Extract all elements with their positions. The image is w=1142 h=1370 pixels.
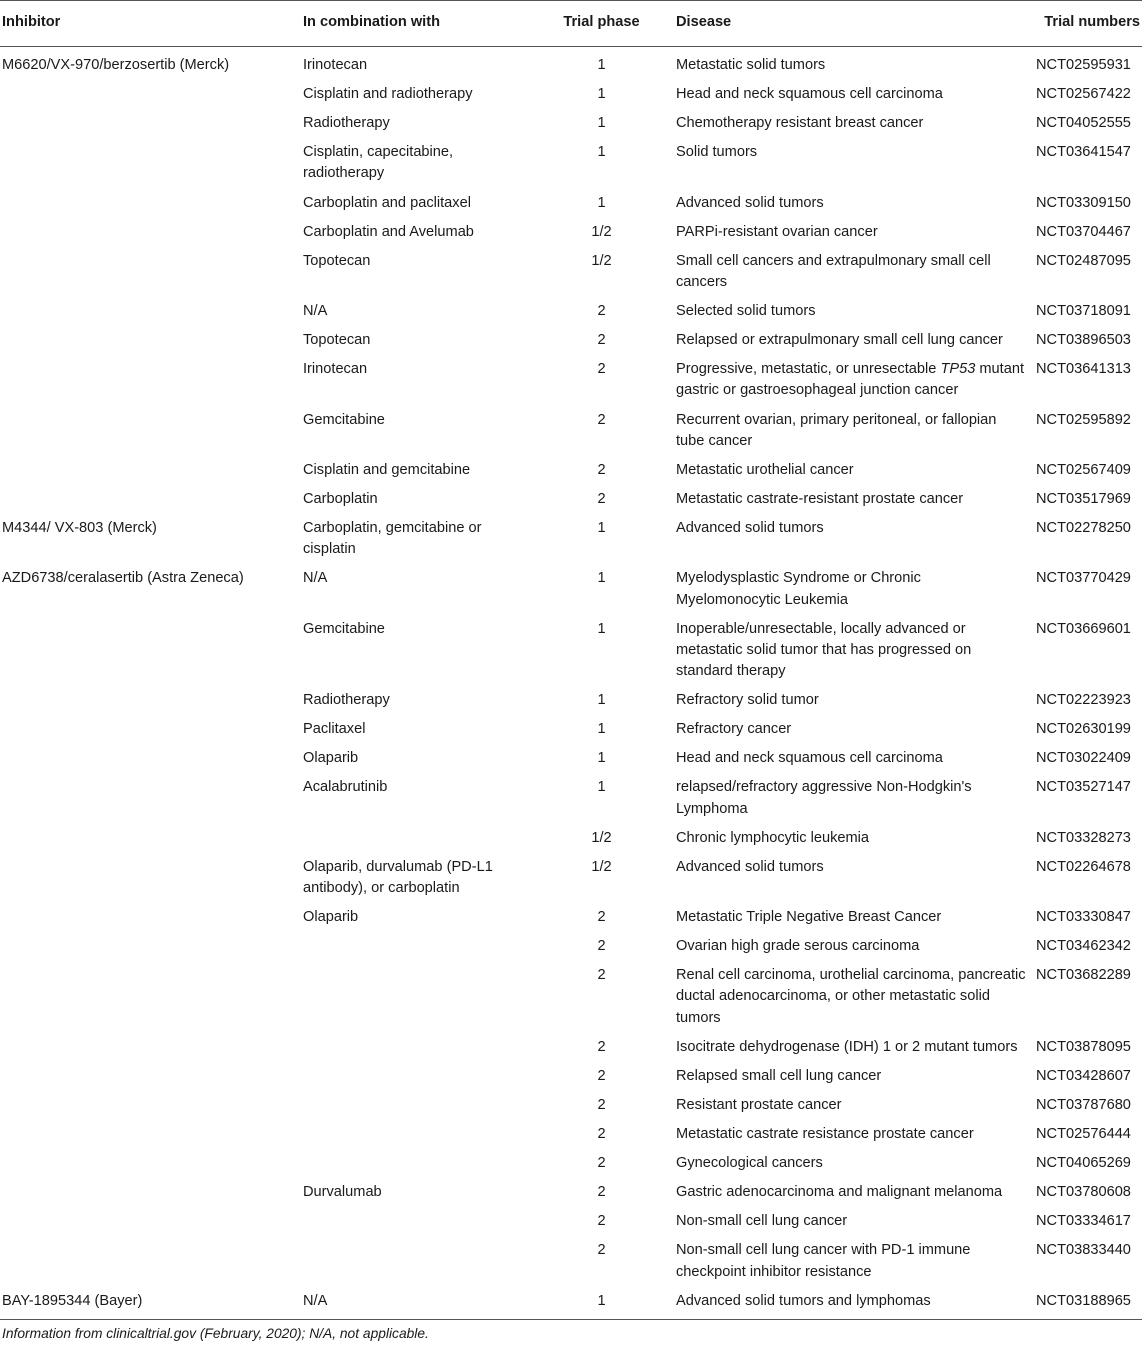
disease-cell: Resistant prostate cancer: [676, 1096, 842, 1113]
table-row: [0, 456, 1142, 485]
trial-number-cell: NCT03188965: [1036, 1287, 1142, 1320]
table-row: [0, 715, 1142, 744]
trial-phase-cell: 2: [597, 967, 606, 984]
table-row: [0, 744, 1142, 773]
table-row: [0, 686, 1142, 715]
trial-number-cell: NCT03669601: [1036, 620, 1131, 637]
inhibitor-cell: [0, 744, 301, 773]
trial-number-cell: NCT02567422: [1036, 86, 1131, 103]
inhibitor-cell: [0, 615, 301, 687]
inhibitor-cell: [0, 1062, 301, 1091]
combination-cell: Gemcitabine: [303, 620, 385, 637]
inhibitor-cell: [0, 297, 301, 326]
trial-number-cell: NCT03527147: [1036, 779, 1131, 796]
trial-phase-cell: 2: [597, 411, 606, 428]
disease-cell: Relapsed small cell lung cancer: [676, 1067, 882, 1084]
trial-number-cell: NCT03309150: [1036, 194, 1131, 211]
trial-number-cell: NCT02278250: [1036, 520, 1131, 537]
disease-cell: Metastatic castrate-resistant prostate cancer: [676, 490, 964, 507]
trial-number-cell: NCT03780608: [1036, 1184, 1131, 1201]
combination-cell: [301, 932, 529, 961]
combination-cell: Topotecan: [303, 252, 371, 269]
disease-cell: Head and neck squamous cell carcinoma: [676, 86, 943, 103]
disease-cell: Renal cell carcinoma, urothelial carcinoma, pancreatic ductal adenocarcinoma, or other metastatic solid tumors: [676, 967, 1026, 1026]
table-row: [0, 189, 1142, 218]
trial-phase-cell: 2: [597, 938, 606, 955]
trial-phase-cell: 2: [597, 1213, 606, 1230]
combination-cell: [301, 1091, 529, 1120]
trial-phase-cell: 1: [597, 570, 606, 587]
disease-cell: Isocitrate dehydrogenase (IDH) 1 or 2 mutant tumors: [676, 1038, 1018, 1055]
trial-number-cell: NCT03878095: [1036, 1038, 1131, 1055]
table-row: [0, 1236, 1142, 1286]
inhibitor-cell: [0, 853, 301, 903]
trial-phase-cell: 2: [597, 1096, 606, 1113]
disease-cell: Non-small cell lung cancer with PD-1 immune checkpoint inhibitor resistance: [676, 1242, 971, 1280]
inhibitor-cell: AZD6738/ceralasertib (Astra Zeneca): [2, 570, 244, 587]
combination-cell: [301, 1207, 529, 1236]
inhibitor-cell: [0, 824, 301, 853]
table-row: [0, 406, 1142, 456]
table-row: [0, 218, 1142, 247]
trial-phase-cell: 2: [597, 303, 606, 320]
trial-phase-cell: 2: [597, 461, 606, 478]
disease-cell: Relapsed or extrapulmonary small cell lung cancer: [676, 332, 1003, 349]
inhibitor-cell: [0, 932, 301, 961]
inhibitor-cell: M6620/VX-970/berzosertib (Merck): [2, 57, 230, 73]
inhibitor-cell: [0, 1236, 301, 1286]
combination-cell: Carboplatin and paclitaxel: [303, 194, 471, 211]
trial-number-cell: NCT04065269: [1036, 1155, 1131, 1172]
inhibitor-cell: [0, 456, 301, 485]
table-row: [0, 932, 1142, 961]
trial-phase-cell: 1/2: [591, 223, 612, 240]
inhibitor-cell: [0, 218, 301, 247]
disease-cell: Small cell cancers and extrapulmonary small cell cancers: [676, 252, 991, 290]
inhibitor-cell: [0, 1091, 301, 1120]
disease-cell: Metastatic urothelial cancer: [676, 461, 854, 478]
disease-cell: [674, 355, 1036, 405]
table-row: [0, 615, 1142, 687]
disease-text-tail: mutant gastric or gastroesophageal junction cancer: [676, 361, 1024, 399]
combination-cell: Cisplatin and radiotherapy: [303, 86, 473, 103]
table-row: [0, 1149, 1142, 1178]
trial-phase-cell: 1/2: [591, 858, 612, 875]
table-row: [0, 1120, 1142, 1149]
combination-cell: Radiotherapy: [303, 115, 390, 132]
header-trial-phase: Trial phase: [529, 1, 674, 47]
inhibitor-cell: [0, 80, 301, 109]
header-combination: In combination with: [301, 1, 529, 47]
table-row: [0, 80, 1142, 109]
trial-number-cell: NCT03704467: [1036, 223, 1131, 240]
disease-cell: Non-small cell lung cancer: [676, 1213, 848, 1230]
trial-phase-cell: 2: [597, 490, 606, 507]
inhibitor-cell: [0, 961, 301, 1033]
disease-cell: Advanced solid tumors: [676, 520, 824, 537]
trial-number-cell: NCT03330847: [1036, 909, 1131, 926]
trial-phase-cell: 2: [597, 361, 606, 378]
table-row: [0, 853, 1142, 903]
combination-cell: Carboplatin, gemcitabine or cisplatin: [303, 520, 482, 558]
combination-cell: [301, 1149, 529, 1178]
combination-cell: [301, 1120, 529, 1149]
disease-text: Progressive, metastatic, or unresectable: [676, 361, 941, 378]
header-disease: Disease: [674, 1, 1036, 47]
trial-phase-cell: 1: [597, 115, 606, 132]
gene-name: TP53: [940, 361, 976, 378]
table-row: [0, 773, 1142, 823]
disease-cell: Gynecological cancers: [676, 1155, 823, 1172]
combination-cell: [301, 961, 529, 1033]
trial-phase-cell: 2: [597, 1184, 606, 1201]
trial-phase-cell: 1: [597, 779, 606, 796]
combination-cell: Olaparib: [303, 750, 359, 767]
trial-number-cell: NCT03770429: [1036, 570, 1131, 587]
trial-phase-cell: 2: [597, 1038, 606, 1055]
trial-number-cell: NCT02576444: [1036, 1126, 1131, 1143]
combination-cell: Irinotecan: [303, 361, 368, 378]
trial-number-cell: NCT02567409: [1036, 461, 1131, 478]
trial-phase-cell: 1: [597, 520, 606, 537]
inhibitor-cell: [0, 686, 301, 715]
header-trial-numbers: Trial numbers: [1036, 1, 1142, 47]
disease-cell: PARPi-resistant ovarian cancer: [676, 223, 878, 240]
inhibitor-cell: [0, 1207, 301, 1236]
trial-phase-cell: 1: [597, 86, 606, 103]
combination-cell: N/A: [301, 1287, 529, 1320]
table-row: [0, 326, 1142, 355]
table-row: [0, 109, 1142, 138]
table-row: [0, 247, 1142, 297]
inhibitor-cell: [0, 1149, 301, 1178]
trial-number-cell: NCT03682289: [1036, 967, 1131, 984]
disease-cell: Refractory cancer: [676, 721, 792, 738]
trial-phase-cell: 1/2: [591, 252, 612, 269]
disease-cell: Metastatic Triple Negative Breast Cancer: [676, 909, 942, 926]
table-row: [0, 1062, 1142, 1091]
combination-cell: Irinotecan: [303, 57, 368, 73]
trial-number-cell: NCT02264678: [1036, 858, 1131, 875]
table-footnote: Information from clinicaltrial.gov (February, 2020); N/A, not applicable.: [2, 1325, 429, 1341]
inhibitor-cell: [0, 355, 301, 405]
inhibitor-cell: [0, 903, 301, 932]
trial-number-cell: NCT03428607: [1036, 1067, 1131, 1084]
disease-cell: Head and neck squamous cell carcinoma: [676, 750, 943, 767]
combination-cell: Topotecan: [303, 332, 371, 349]
trial-number-cell: NCT03022409: [1036, 750, 1131, 767]
trial-number-cell: NCT02595892: [1036, 411, 1131, 428]
combination-cell: [301, 1033, 529, 1062]
combination-cell: [301, 1062, 529, 1091]
combination-cell: [301, 824, 529, 853]
inhibitor-cell: [0, 406, 301, 456]
table-row: [0, 1091, 1142, 1120]
combination-cell: Olaparib: [303, 909, 359, 926]
trial-phase-cell: 1: [597, 750, 606, 767]
inhibitor-cell: M4344/ VX-803 (Merck): [2, 520, 157, 537]
combination-cell: Paclitaxel: [303, 721, 366, 738]
disease-cell: relapsed/refractory aggressive Non-Hodgkin's Lymphoma: [676, 779, 972, 817]
table-row: [0, 1207, 1142, 1236]
table-row: [0, 297, 1142, 326]
disease-cell: Recurrent ovarian, primary peritoneal, or fallopian tube cancer: [676, 411, 997, 449]
inhibitor-cell: [0, 138, 301, 188]
trial-number-cell: NCT02595931: [1036, 57, 1131, 73]
table-row: [0, 485, 1142, 514]
trial-phase-cell: 1: [597, 194, 606, 211]
inhibitor-cell: [0, 773, 301, 823]
table-row: [0, 138, 1142, 188]
disease-cell: Advanced solid tumors: [676, 858, 824, 875]
disease-cell: Metastatic castrate resistance prostate cancer: [676, 1126, 974, 1143]
trial-number-cell: NCT03896503: [1036, 332, 1131, 349]
trial-phase-cell: 1/2: [591, 829, 612, 846]
inhibitor-cell: [0, 1120, 301, 1149]
inhibitor-cell: [0, 485, 301, 514]
disease-cell: Solid tumors: [676, 144, 758, 161]
disease-cell: Metastatic solid tumors: [676, 57, 826, 73]
disease-cell: Refractory solid tumor: [676, 692, 819, 709]
table-header: [0, 1, 1142, 47]
combination-cell: Cisplatin, capecitabine, radiotherapy: [303, 144, 454, 182]
trial-phase-cell: 1: [597, 692, 606, 709]
trial-number-cell: NCT03718091: [1036, 303, 1131, 320]
disease-cell: Chronic lymphocytic leukemia: [676, 829, 870, 846]
inhibitor-cell: [0, 715, 301, 744]
table-row: [0, 1178, 1142, 1207]
header-row: [0, 1, 1142, 47]
trial-phase-cell: 2: [597, 1067, 606, 1084]
trial-phase-cell: 2: [597, 332, 606, 349]
inhibitor-cell: [0, 247, 301, 297]
table-row: [0, 824, 1142, 853]
disease-cell: Chemotherapy resistant breast cancer: [676, 115, 924, 132]
trial-phase-cell: 1: [597, 721, 606, 738]
trial-number-cell: NCT03641313: [1036, 361, 1131, 378]
table-row: [0, 514, 1142, 564]
combination-cell: Acalabrutinib: [303, 779, 388, 796]
disease-cell: Inoperable/unresectable, locally advanced or metastatic solid tumor that has progressed on standard therapy: [676, 620, 972, 680]
combination-cell: [301, 1236, 529, 1286]
combination-cell: Radiotherapy: [303, 692, 390, 709]
table-row: [0, 564, 1142, 614]
inhibitor-cell: BAY-1895344 (Bayer): [0, 1287, 301, 1320]
trial-number-cell: NCT03787680: [1036, 1096, 1131, 1113]
trial-phase-cell: 1: [597, 57, 606, 73]
trial-phase-cell: 2: [597, 1242, 606, 1259]
combination-cell: Cisplatin and gemcitabine: [303, 461, 471, 478]
inhibitor-cell: [0, 326, 301, 355]
trial-number-cell: NCT03462342: [1036, 938, 1131, 955]
disease-cell: Myelodysplastic Syndrome or Chronic Myelomonocytic Leukemia: [676, 570, 921, 608]
table-row: [0, 1033, 1142, 1062]
table-row: [0, 961, 1142, 1033]
trial-number-cell: NCT03517969: [1036, 490, 1131, 507]
combination-cell: Gemcitabine: [303, 411, 385, 428]
trial-phase-cell: 2: [597, 1126, 606, 1143]
inhibitor-cell: [0, 1178, 301, 1207]
disease-cell: Advanced solid tumors: [676, 194, 824, 211]
inhibitor-cell: [0, 109, 301, 138]
header-inhibitor: Inhibitor: [0, 1, 301, 47]
disease-cell: Ovarian high grade serous carcinoma: [676, 938, 920, 955]
combination-cell: Carboplatin: [303, 490, 378, 507]
trial-phase-cell: 1: [529, 1287, 674, 1320]
trial-phase-cell: 2: [597, 1155, 606, 1172]
combination-cell: Olaparib, durvalumab (PD-L1 antibody), or carboplatin: [303, 858, 493, 896]
trial-number-cell: NCT03328273: [1036, 829, 1131, 846]
table-row: [0, 1287, 1142, 1320]
trial-number-cell: NCT03334617: [1036, 1213, 1131, 1230]
disease-cell: Gastric adenocarcinoma and malignant melanoma: [676, 1184, 1003, 1201]
combination-cell: N/A: [303, 303, 328, 320]
disease-cell: Advanced solid tumors and lymphomas: [674, 1287, 1036, 1320]
table-row: [0, 47, 1142, 81]
trial-phase-cell: 2: [597, 909, 606, 926]
trial-number-cell: NCT04052555: [1036, 115, 1131, 132]
trial-phase-cell: 1: [597, 144, 606, 161]
table-body: [0, 47, 1142, 1320]
combination-cell: Durvalumab: [303, 1184, 382, 1201]
table-row: [0, 903, 1142, 932]
inhibitor-cell: [0, 1033, 301, 1062]
trial-number-cell: NCT03833440: [1036, 1242, 1131, 1259]
trial-number-cell: NCT02223923: [1036, 692, 1131, 709]
disease-cell: Selected solid tumors: [676, 303, 816, 320]
trial-number-cell: NCT02630199: [1036, 721, 1131, 738]
combination-cell: N/A: [303, 570, 328, 587]
trial-phase-cell: 1: [597, 620, 606, 637]
table-row: [0, 355, 1142, 405]
trial-number-cell: NCT03641547: [1036, 144, 1131, 161]
combination-cell: Carboplatin and Avelumab: [303, 223, 474, 240]
trial-number-cell: NCT02487095: [1036, 252, 1131, 269]
inhibitor-cell: [0, 189, 301, 218]
